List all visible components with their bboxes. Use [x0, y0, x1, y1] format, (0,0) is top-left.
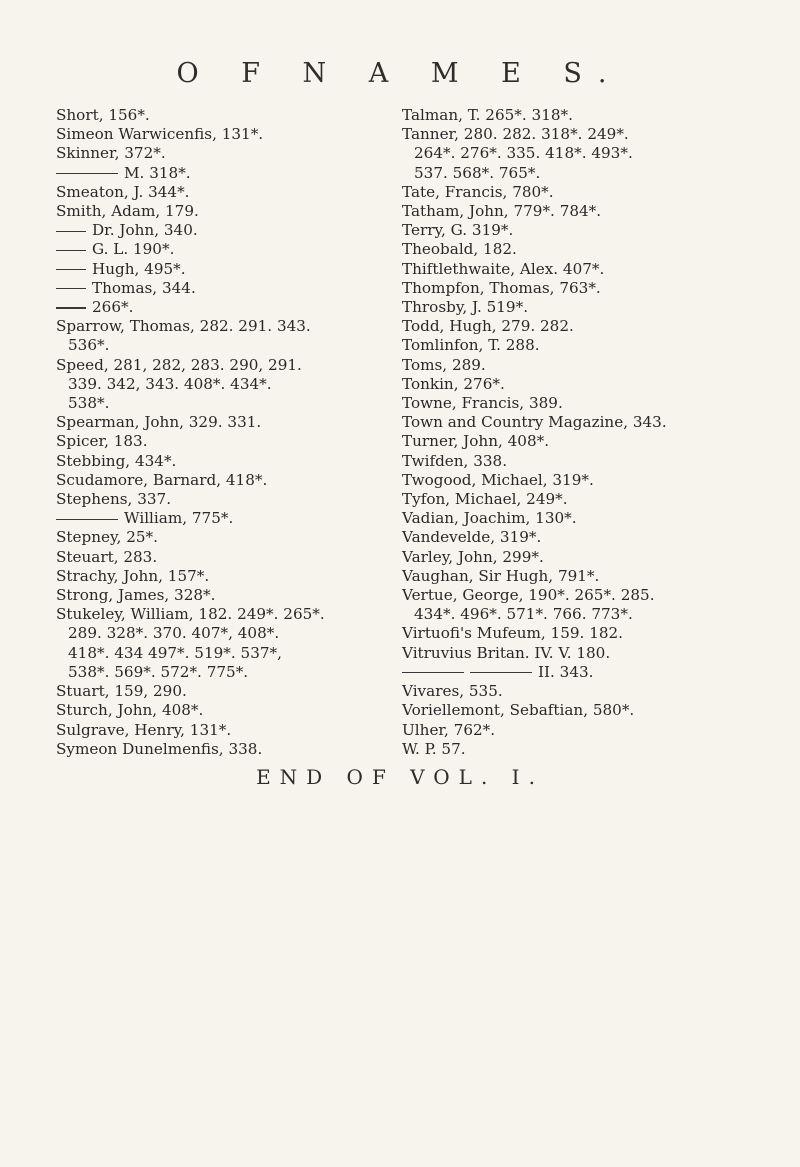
index-entry [56, 144, 386, 163]
index-entry-text: Town and Country Magazine, 343. [402, 413, 667, 432]
index-entry [56, 605, 386, 624]
index-entry-text: 264*. 276*. 335. 418*. 493*. [414, 144, 633, 163]
index-entry-text: 339. 342, 343. 408*. 434*. [68, 374, 272, 393]
index-entry-text: Vertue, George, 190*. 265*. 285. [402, 586, 655, 605]
index-entry [56, 260, 386, 279]
index-entry-text: Theobald, 182. [402, 240, 517, 259]
index-entry [402, 548, 800, 567]
index-entry [402, 375, 800, 394]
index-entry [56, 548, 386, 567]
index-entry-text: 538*. [68, 394, 110, 413]
index-entry [402, 663, 800, 682]
index-entry-text: 266*. [92, 298, 134, 317]
index-entry-text: Vitruvius Britan. IV. V. 180. [402, 643, 611, 662]
index-entry [402, 490, 800, 509]
index-entry [402, 240, 800, 259]
index-entry [402, 528, 800, 547]
index-entry [402, 260, 800, 279]
index-entry-text: Speed, 281, 282, 283. 290, 291. [56, 355, 302, 374]
index-entry-text: Strong, James, 328*. [56, 586, 216, 605]
index-entry [56, 298, 386, 317]
index-entry [402, 336, 800, 355]
index-entry [402, 413, 800, 432]
ditto-dash [56, 519, 118, 520]
index-entry-text: Ulher, 762*. [402, 720, 496, 739]
index-entry [56, 624, 386, 643]
index-entry-text: Tanner, 280. 282. 318*. 249*. [402, 125, 629, 144]
index-entry-text: Tate, Francis, 780*. [402, 182, 554, 201]
index-entry-text: W. P. 57. [402, 739, 466, 758]
index-entry [402, 106, 800, 125]
index-entry-text: Stukeley, William, 182. 249*. 265*. [56, 605, 325, 624]
index-entry-text: Vandevelde, 319*. [402, 528, 542, 547]
index-entry [56, 432, 386, 451]
index-entry [56, 509, 386, 528]
index-entry [56, 413, 386, 432]
index-entry-text: Vivares, 535. [402, 682, 503, 701]
ditto-dash [56, 231, 86, 232]
index-entry [56, 567, 386, 586]
index-entry-text: Twifden, 338. [402, 451, 508, 470]
index-entry [56, 317, 386, 336]
index-entry-text: Strachy, John, 157*. [56, 566, 210, 585]
index-entry [402, 644, 800, 663]
index-entry-text: Thiftlethwaite, Alex. 407*. [402, 259, 605, 278]
index-entry-text: Voriellemont, Sebaftian, 580*. [402, 701, 635, 720]
index-entry [402, 394, 800, 413]
index-entry-text: Hugh, 495*. [92, 259, 186, 278]
index-entry [402, 356, 800, 375]
index-entry [402, 183, 800, 202]
index-entry-text: Stuart, 159, 290. [56, 682, 187, 701]
index-entry-text: Vadian, Joachim, 130*. [402, 509, 577, 528]
index-entry-text: Sturch, John, 408*. [56, 701, 204, 720]
index-entry-text: Skinner, 372*. [56, 144, 166, 163]
index-entry [56, 644, 386, 663]
index-entry [56, 452, 386, 471]
index-entry-text: Terry, G. 319*. [402, 221, 514, 240]
index-entry-text: Spicer, 183. [56, 432, 148, 451]
index-entry-text: Tomlinfon, T. 288. [402, 336, 540, 355]
index-entry-text: Tatham, John, 779*. 784*. [402, 202, 602, 221]
index-entry [402, 221, 800, 240]
index-entry-text: Virtuofi's Mufeum, 159. 182. [402, 624, 624, 643]
index-entry [56, 471, 386, 490]
index-entry [56, 375, 386, 394]
index-entry-text: Throsby, J. 519*. [402, 298, 529, 317]
index-entry [56, 528, 386, 547]
ditto-dash [56, 288, 86, 289]
index-entry-text: Tonkin, 276*. [402, 374, 505, 393]
index-entry-text: 289. 328*. 370. 407*, 408*. [68, 624, 280, 643]
index-entry-text: Vaughan, Sir Hugh, 791*. [402, 566, 600, 585]
index-entry [402, 432, 800, 451]
index-entry [56, 221, 386, 240]
index-entry-text: 418*. 434 497*. 519*. 537*, [68, 643, 282, 662]
index-entry [402, 740, 800, 759]
index-entry [402, 701, 800, 720]
index-entry [402, 202, 800, 221]
index-entry [402, 586, 800, 605]
index-entry-text: Sparrow, Thomas, 282. 291. 343. [56, 317, 311, 336]
index-entry-text: Spearman, John, 329. 331. [56, 413, 262, 432]
ditto-dash [56, 250, 86, 251]
index-entry-text: M. 318*. [124, 163, 191, 182]
index-entry [402, 164, 800, 183]
index-entry-text: G. L. 190*. [92, 240, 175, 259]
index-entry [402, 605, 800, 624]
index-entry-text: Simeon Warwicenfis, 131*. [56, 125, 264, 144]
index-column-left [56, 106, 386, 759]
index-entry [56, 279, 386, 298]
index-entry [56, 682, 386, 701]
index-entry-text: 538*. 569*. 572*. 775*. [68, 662, 249, 681]
index-entry [402, 682, 800, 701]
ditto-dash [470, 672, 532, 673]
index-entry [56, 663, 386, 682]
ditto-dash [402, 672, 464, 673]
ditto-dash [56, 173, 118, 174]
index-entry-text: Smith, Adam, 179. [56, 202, 199, 221]
index-entry-text: Varley, John, 299*. [402, 547, 544, 566]
index-entry [56, 721, 386, 740]
index-entry-text: 537. 568*. 765*. [414, 163, 541, 182]
ditto-dash [56, 307, 86, 308]
index-entry [56, 394, 386, 413]
index-entry [56, 202, 386, 221]
index-entry [402, 298, 800, 317]
index-entry-text: Stepney, 25*. [56, 528, 158, 547]
index-entry [56, 701, 386, 720]
index-entry-text: Twogood, Michael, 319*. [402, 470, 594, 489]
index-entry [56, 740, 386, 759]
index-entry [56, 240, 386, 259]
index-entry [402, 567, 800, 586]
index-entry [56, 336, 386, 355]
index-entry-text: Steuart, 283. [56, 547, 158, 566]
index-entry-text: William, 775*. [124, 509, 234, 528]
index-entry [56, 164, 386, 183]
index-entry-text: Talman, T. 265*. 318*. [402, 106, 573, 124]
index-entry-text: Short, 156*. [56, 106, 150, 124]
index-entry [402, 624, 800, 643]
index-entry-text: 434*. 496*. 571*. 766. 773*. [414, 605, 633, 624]
index-entry-text: Stebbing, 434*. [56, 451, 177, 470]
index-entry-text: II. 343. [538, 662, 594, 681]
index-entry-text: Dr. John, 340. [92, 221, 198, 240]
index-entry [402, 125, 800, 144]
index-entry-text: Sulgrave, Henry, 131*. [56, 720, 232, 739]
index-entry [56, 125, 386, 144]
index-entry [402, 279, 800, 298]
index-entry [402, 471, 800, 490]
page-header: O F N A M E S. [176, 58, 624, 89]
index-entry [56, 183, 386, 202]
index-entry-text: Scudamore, Barnard, 418*. [56, 470, 268, 489]
index-entry-text: Smeaton, J. 344*. [56, 182, 190, 201]
index-entry [402, 452, 800, 471]
index-entry-text: Symeon Dunelmenfis, 338. [56, 739, 263, 758]
ditto-dash [56, 269, 86, 270]
index-entry [402, 144, 800, 163]
index-entry [402, 317, 800, 336]
index-entry-text: Towne, Francis, 389. [402, 394, 563, 413]
index-entry [56, 490, 386, 509]
index-column-right [402, 106, 800, 759]
index-entry-text: 536*. [68, 336, 110, 355]
index-entry-text: Toms, 289. [402, 355, 486, 374]
index-entry [56, 586, 386, 605]
index-entry [56, 106, 386, 125]
index-entry-text: Stephens, 337. [56, 490, 172, 509]
index-entry [56, 356, 386, 375]
index-entry-text: Tyfon, Michael, 249*. [402, 490, 568, 509]
index-entry-text: Thomas, 344. [92, 278, 196, 297]
page-footer: END OF VOL. I. [256, 765, 544, 789]
index-entry-text: Thompfon, Thomas, 763*. [402, 278, 601, 297]
index-entry-text: Todd, Hugh, 279. 282. [402, 317, 574, 336]
index-entry-text: Turner, John, 408*. [402, 432, 550, 451]
index-entry [402, 509, 800, 528]
index-entry [402, 721, 800, 740]
